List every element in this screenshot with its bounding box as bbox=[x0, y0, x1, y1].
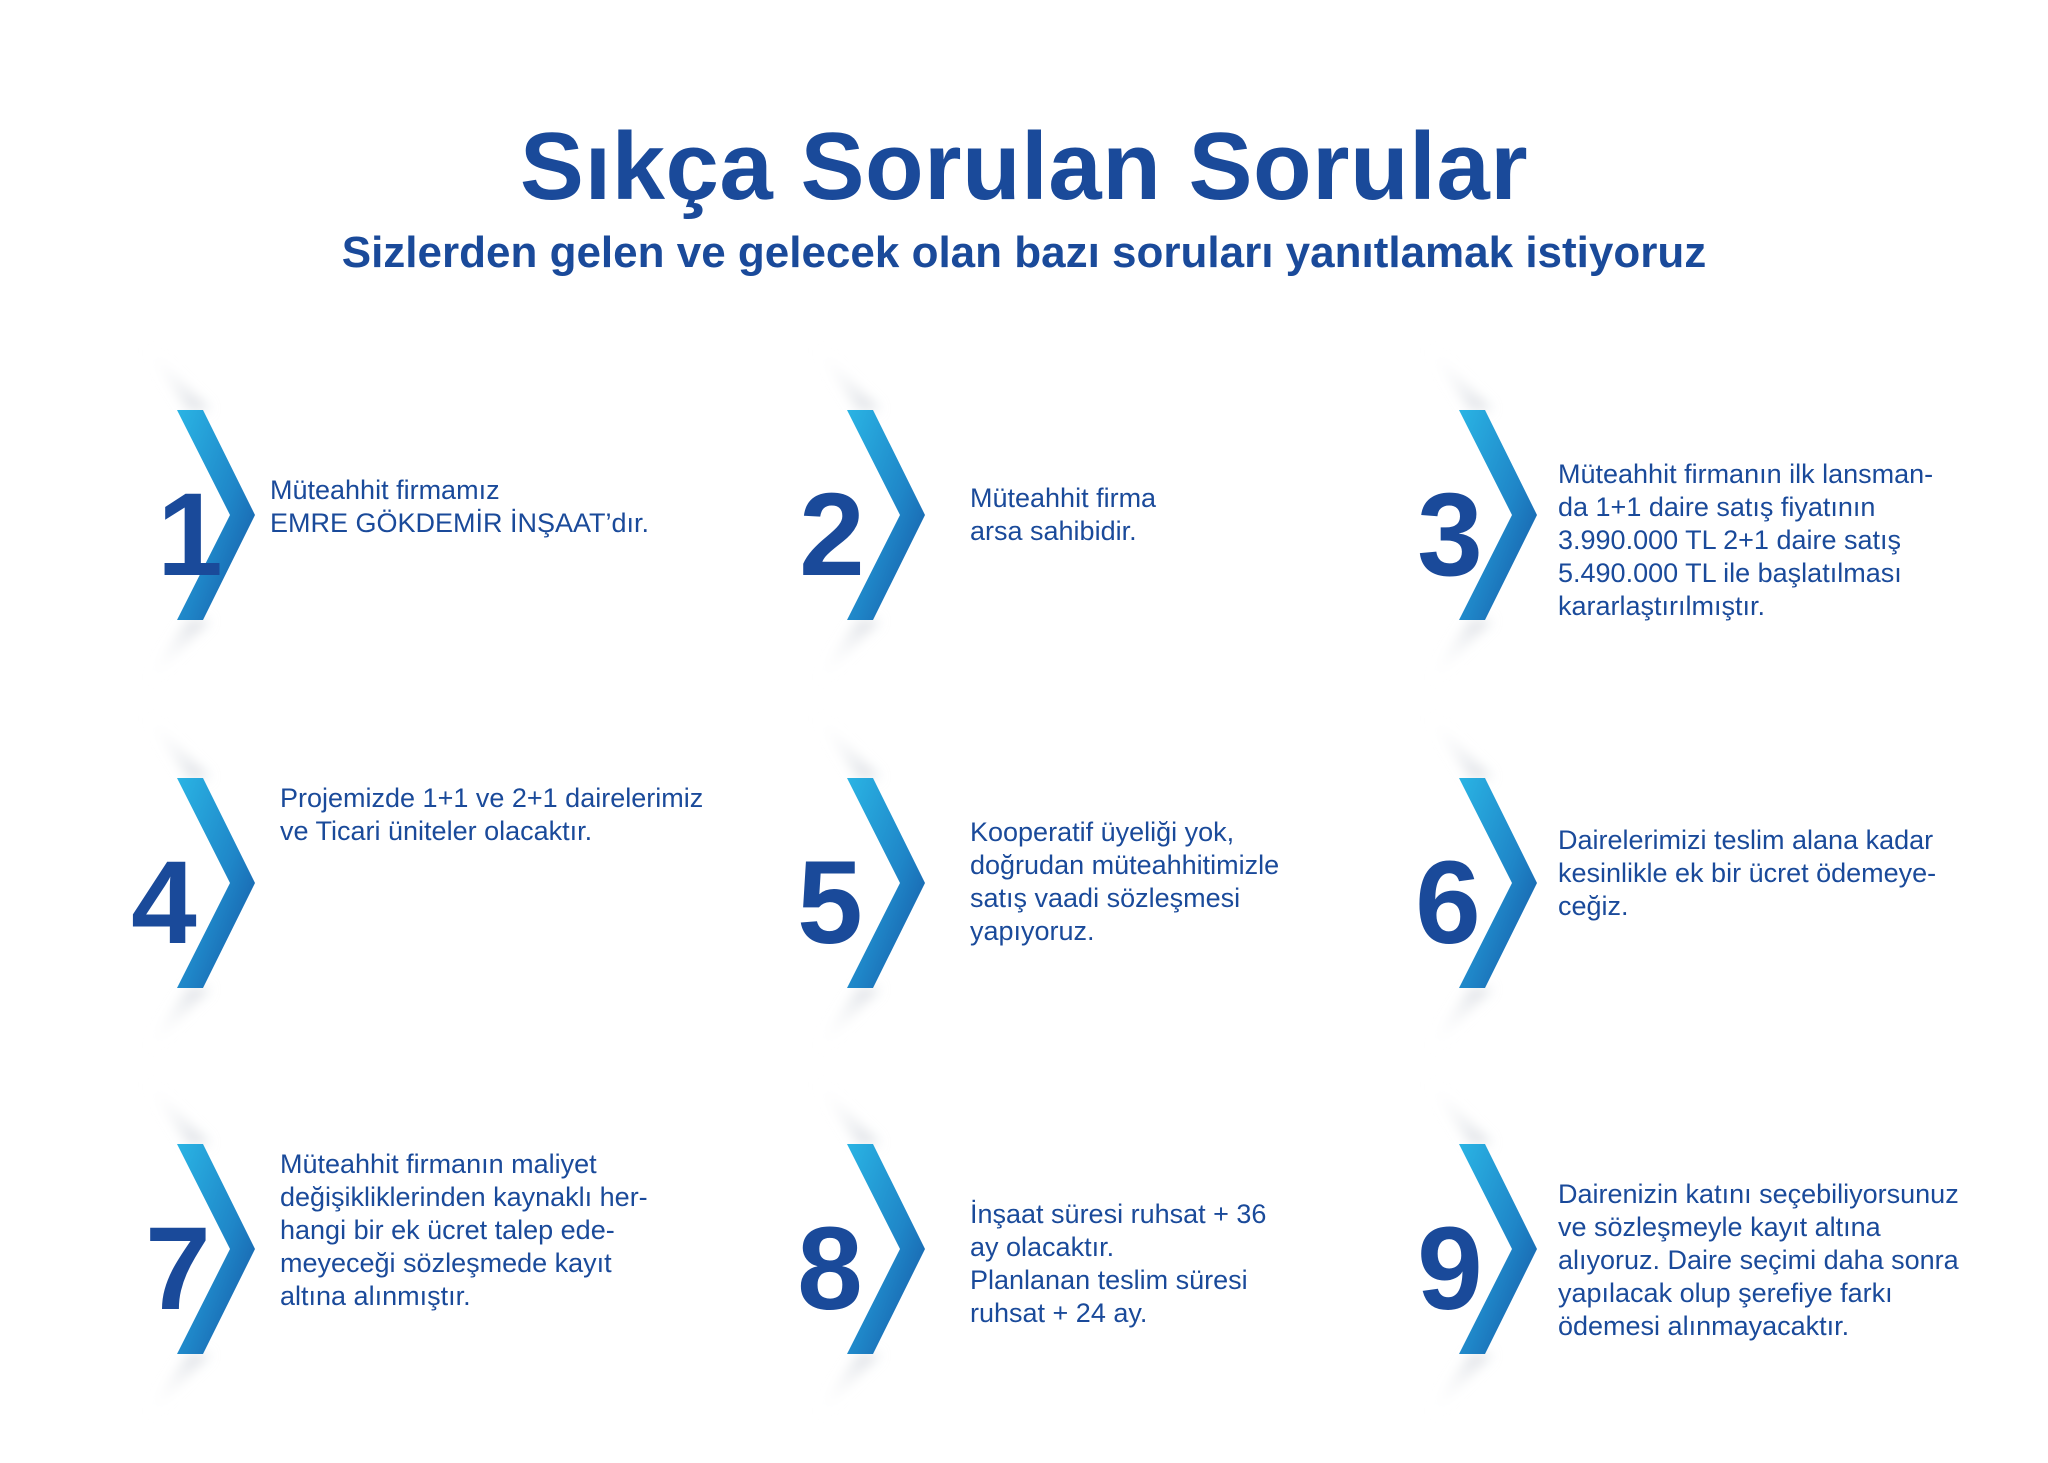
faq-item-1 bbox=[130, 330, 810, 700]
faq-line: da 1+1 daire satış fiyatının bbox=[1558, 492, 1876, 522]
faq-line: doğrudan müteahhitimizle bbox=[970, 850, 1280, 880]
faq-line: yapıyoruz. bbox=[970, 916, 1095, 946]
faq-answer bbox=[1558, 458, 1933, 623]
faq-line: Dairenizin katını seçebiliyorsunuz bbox=[1558, 1179, 1959, 1209]
faq-line: Müteahhit firmanın maliyet bbox=[280, 1149, 597, 1179]
faq-line: EMRE GÖKDEMİR İNŞAAT’dır. bbox=[270, 508, 650, 538]
faq-line: altına alınmıştır. bbox=[280, 1281, 471, 1311]
page-title: Sıkça Sorulan Sorular bbox=[519, 113, 1529, 220]
faq-item-4 bbox=[130, 698, 810, 1068]
faq-line: 5.490.000 TL ile başlatılması bbox=[1558, 558, 1902, 588]
faq-line: ceğiz. bbox=[1558, 891, 1629, 921]
faq-line: Müteahhit firma bbox=[970, 483, 1157, 513]
faq-answer bbox=[1558, 824, 1936, 923]
faq-number: 8 bbox=[797, 1203, 863, 1335]
faq-line: ruhsat + 24 ay. bbox=[970, 1298, 1148, 1328]
faq-line: alıyoruz. Daire seçimi daha sonra bbox=[1558, 1245, 1959, 1275]
faq-line: Planlanan teslim süresi bbox=[970, 1265, 1248, 1295]
faq-answer bbox=[280, 782, 703, 848]
faq-item-8 bbox=[797, 1064, 1480, 1434]
faq-line: Projemizde 1+1 ve 2+1 dairelerimiz bbox=[280, 783, 704, 813]
faq-item-6 bbox=[1412, 698, 2048, 1068]
faq-number: 9 bbox=[1417, 1203, 1483, 1335]
faq-number: 2 bbox=[799, 469, 865, 601]
faq-line: yapılacak olup şerefiye farkı bbox=[1558, 1278, 1893, 1308]
faq-line: meyeceği sözleşmede kayıt bbox=[280, 1248, 612, 1278]
faq-item-7 bbox=[130, 1064, 810, 1434]
faq-answer bbox=[970, 816, 1279, 948]
faq-line: Dairelerimizi teslim alana kadar bbox=[1558, 825, 1934, 855]
faq-line: arsa sahibidir. bbox=[970, 516, 1137, 546]
faq-answer bbox=[280, 1148, 648, 1313]
faq-line: ve sözleşmeyle kayıt altına bbox=[1558, 1212, 1881, 1242]
faq-line: ödemesi alınmayacaktır. bbox=[1558, 1311, 1850, 1341]
faq-line: Müteahhit firmanın ilk lansman- bbox=[1558, 459, 1934, 489]
faq-number: 4 bbox=[131, 837, 197, 969]
faq-line: ve Ticari üniteler olacaktır. bbox=[280, 816, 593, 846]
faq-answer bbox=[970, 482, 1156, 548]
faq-line: 3.990.000 TL 2+1 daire satış bbox=[1558, 525, 1901, 555]
page-subtitle: Sizlerden gelen ve gelecek olan bazı soruları yanıtlamak istiyoruz bbox=[341, 228, 1707, 277]
faq-line: değişikliklerinden kaynaklı her- bbox=[280, 1182, 648, 1212]
faq-number: 3 bbox=[1417, 469, 1483, 601]
faq-item-9 bbox=[1412, 1064, 2048, 1434]
faq-line: kesinlikle ek bir ücret ödemeye- bbox=[1558, 858, 1937, 888]
faq-number: 7 bbox=[145, 1203, 211, 1335]
faq-line: Kooperatif üyeliği yok, bbox=[970, 817, 1235, 847]
faq-answer bbox=[1558, 1178, 1959, 1343]
faq-number: 6 bbox=[1415, 837, 1481, 969]
faq-line: Müteahhit firmamız bbox=[270, 475, 500, 505]
faq-answer bbox=[970, 1198, 1266, 1330]
faq-line: hangi bir ek ücret talep ede- bbox=[280, 1215, 615, 1245]
faq-number: 5 bbox=[797, 837, 863, 969]
faq-answer bbox=[270, 474, 649, 540]
faq-number: 1 bbox=[157, 469, 223, 601]
faq-line: İnşaat süresi ruhsat + 36 bbox=[970, 1199, 1267, 1229]
faq-item-3 bbox=[1412, 330, 2048, 700]
faq-item-2 bbox=[800, 330, 1480, 700]
faq-line: ay olacaktır. bbox=[970, 1232, 1115, 1262]
faq-line: kararlaştırılmıştır. bbox=[1558, 591, 1766, 621]
faq-item-5 bbox=[797, 698, 1480, 1068]
faq-line: satış vaadi sözleşmesi bbox=[970, 883, 1241, 913]
